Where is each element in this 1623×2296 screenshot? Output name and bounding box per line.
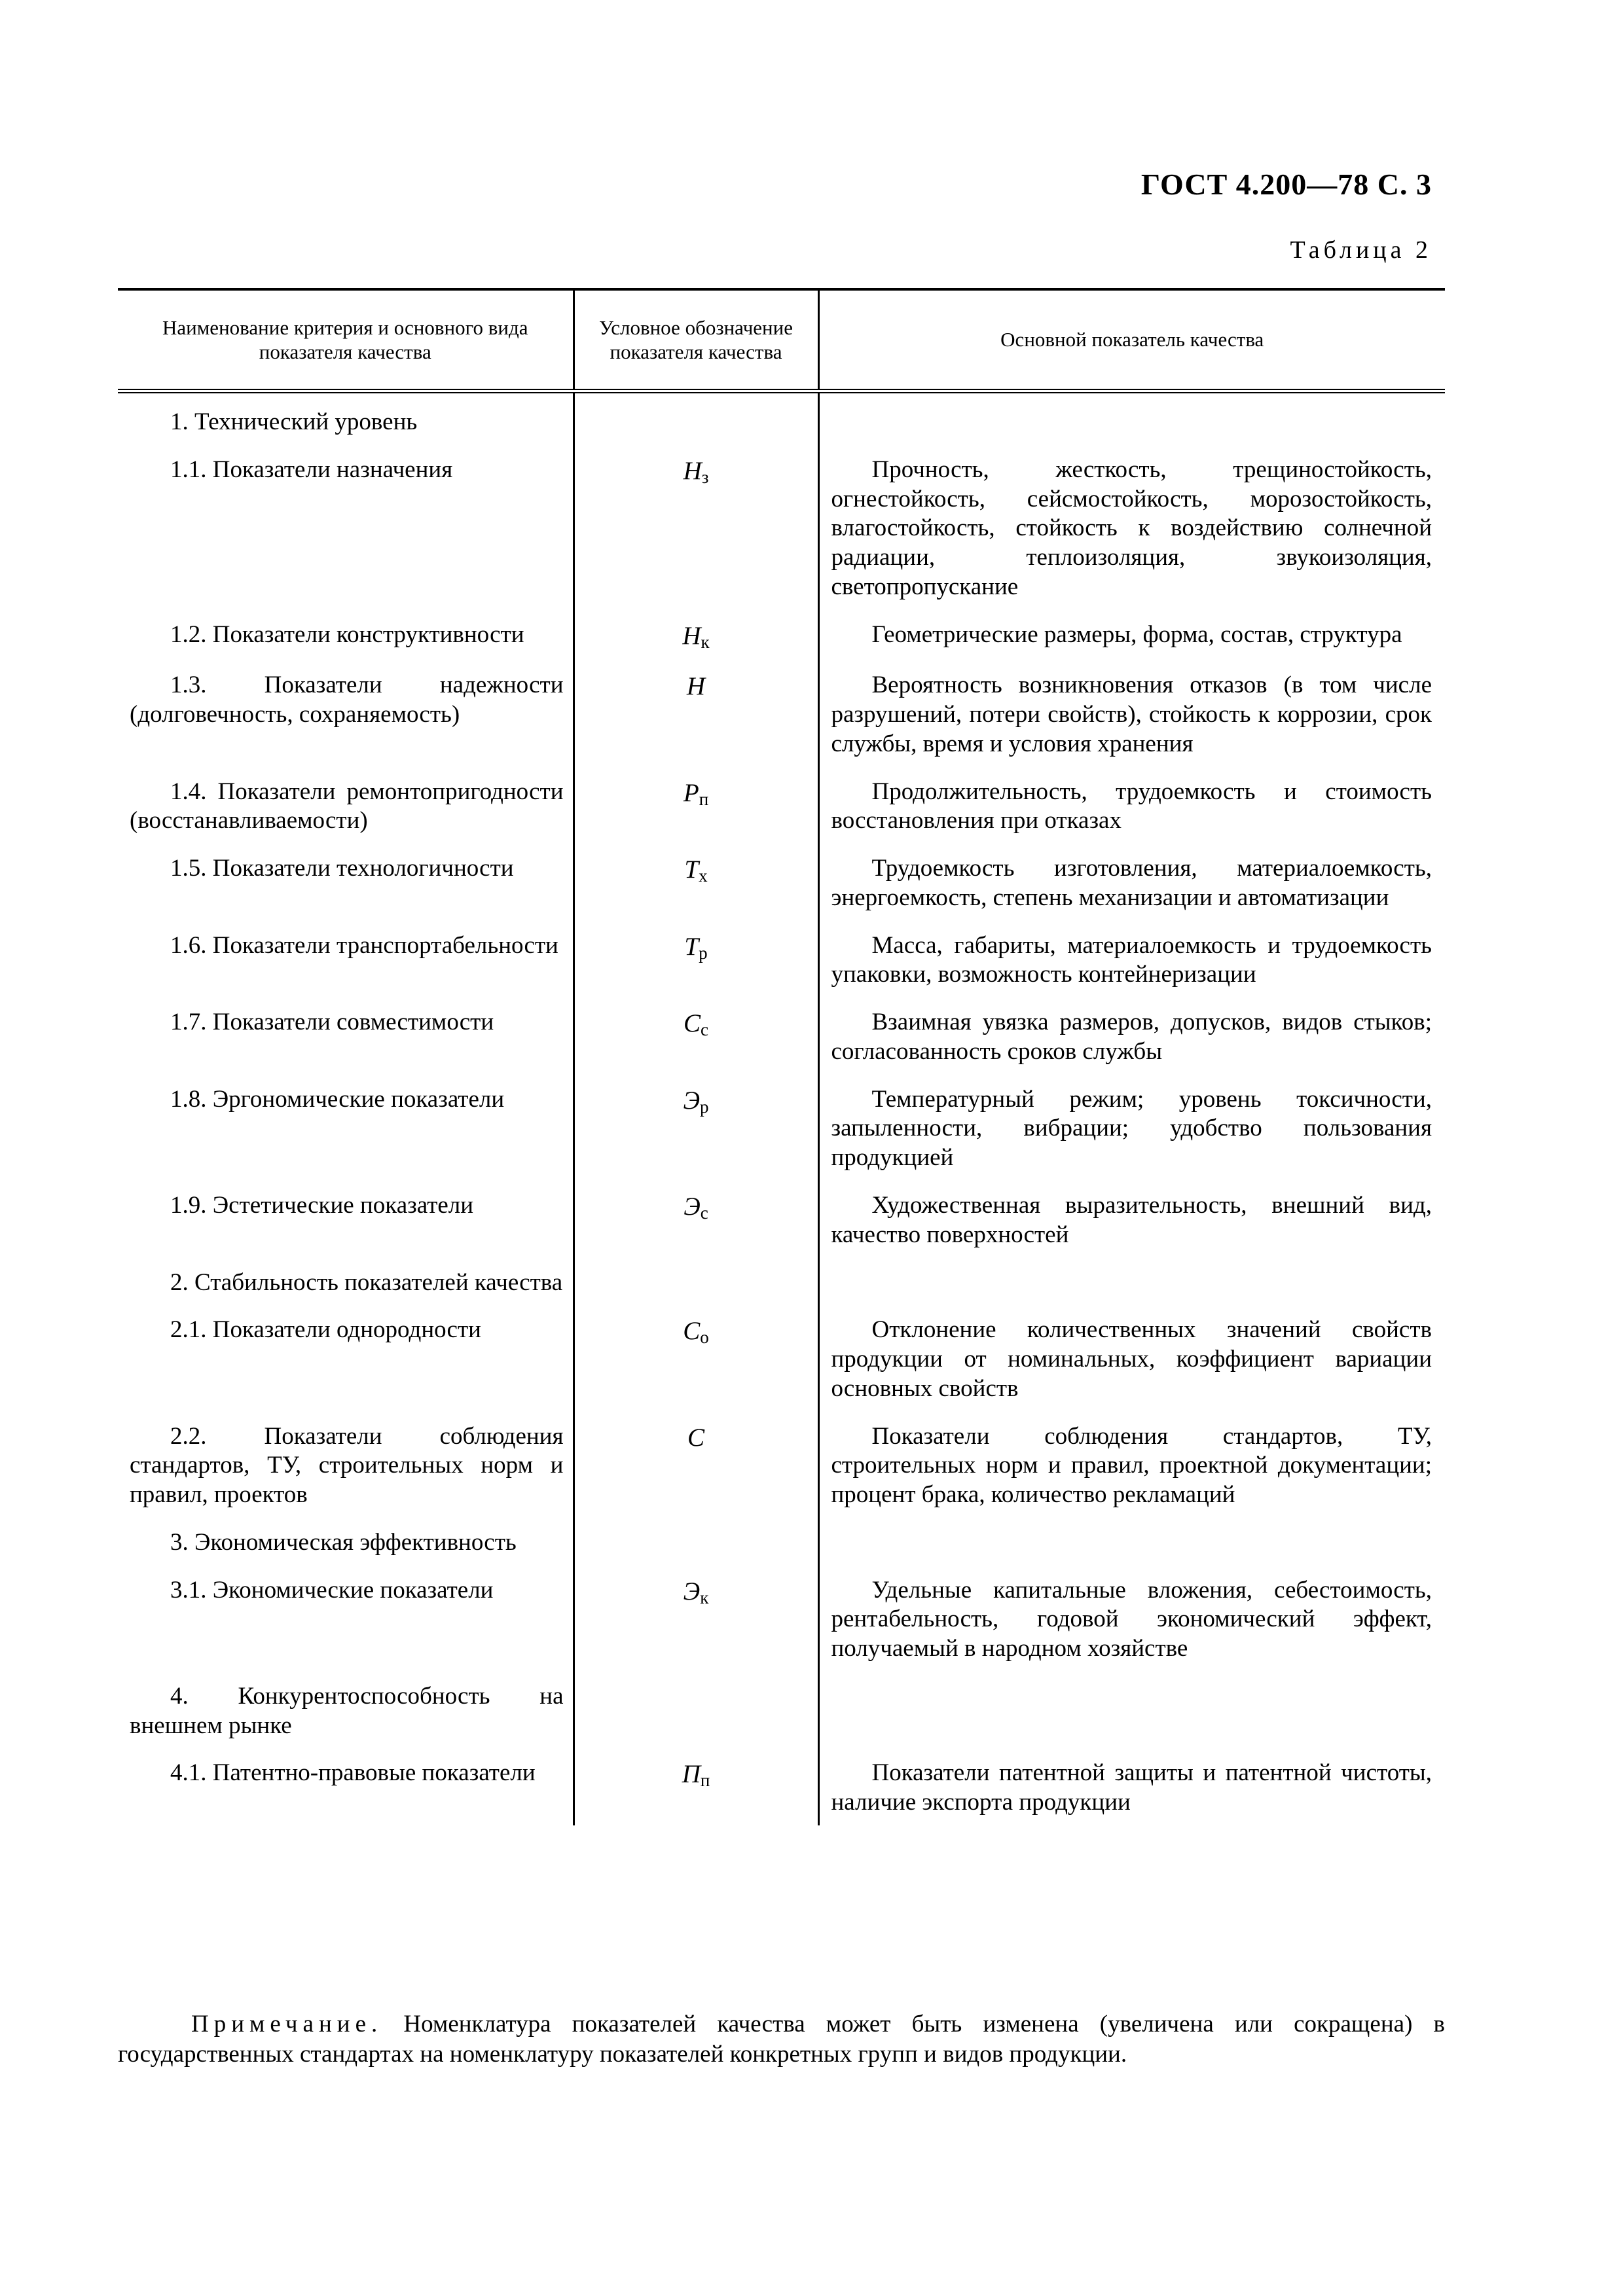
symbol-cell	[574, 391, 818, 437]
symbol-subscript: к	[700, 1587, 709, 1607]
table-row	[118, 913, 1445, 990]
criterion-cell	[118, 759, 574, 836]
table-header-row	[118, 289, 1445, 391]
quality-indicators-table	[118, 288, 1445, 1825]
symbol-cell	[574, 1404, 818, 1510]
criterion-cell	[118, 990, 574, 1067]
note-label: Примечание.	[191, 2011, 383, 2037]
column-header-symbol: Условное обозначение показателя качества	[574, 289, 818, 391]
criterion-cell	[118, 1558, 574, 1664]
criterion-text: 4.1. Патентно-правовые показатели	[170, 1759, 536, 1787]
criterion-text: 1.4. Показатели ремонтопригодности (восстанавливаемости)	[130, 778, 564, 834]
criterion-cell	[118, 1404, 574, 1510]
criterion-text: 1.6. Показатели транспортабельности	[170, 931, 558, 959]
criterion-cell	[118, 1297, 574, 1403]
symbol-letter: С	[683, 1317, 701, 1346]
symbol-subscript: з	[701, 467, 709, 487]
table-row	[118, 1664, 1445, 1741]
criterion-text: 1.9. Эстетические показатели	[170, 1191, 474, 1219]
column-header-criterion: Наименование критерия и основного вида показателя качества	[118, 289, 574, 391]
table-row	[118, 391, 1445, 437]
criterion-text: 1.8. Эргономические показатели	[170, 1085, 505, 1113]
symbol-cell	[574, 913, 818, 990]
symbol-cell	[574, 759, 818, 836]
table-row	[118, 602, 1445, 653]
table-row	[118, 836, 1445, 913]
symbol-cell	[574, 437, 818, 602]
symbol-letter: Т	[684, 855, 699, 884]
table-row	[118, 1297, 1445, 1403]
criterion-cell	[118, 1173, 574, 1250]
criterion-text: 1.3. Показатели надежности (долговечность, сохраняемость)	[130, 672, 564, 728]
table-row	[118, 1404, 1445, 1510]
indicator-cell	[818, 391, 1445, 437]
symbol-letter: Т	[684, 932, 699, 961]
criterion-text: 1. Технический уровень	[170, 408, 418, 435]
criterion-cell	[118, 602, 574, 653]
symbol-subscript: х	[699, 866, 708, 886]
criterion-cell	[118, 1664, 574, 1741]
criterion-text: 4. Конкурентоспособность на внешнем рынке	[130, 1682, 564, 1739]
symbol-letter: Н	[683, 456, 702, 485]
symbol-cell	[574, 1510, 818, 1558]
symbol-subscript: к	[701, 632, 710, 652]
criterion-text: 1.2. Показатели конструктивности	[170, 620, 524, 648]
column-header-indicator: Основной показатель качества	[818, 289, 1445, 391]
indicator-cell: Отклонение количественных значений свойств продукции от номинальных, коэффициент вариации основных свойств	[818, 1297, 1445, 1403]
symbol-subscript: р	[700, 1096, 709, 1117]
criterion-cell	[118, 1250, 574, 1298]
symbol-letter: Н	[686, 672, 706, 701]
indicator-cell	[818, 1510, 1445, 1558]
symbol-subscript: о	[700, 1327, 709, 1348]
criterion-text: 2. Стабильность показателей качества	[170, 1268, 563, 1296]
page-header-code: ГОСТ 4.200—78 С. 3	[1140, 168, 1432, 201]
criterion-cell	[118, 1067, 574, 1173]
table-row	[118, 653, 1445, 759]
symbol-cell	[574, 1250, 818, 1298]
table-row	[118, 1250, 1445, 1298]
symbol-cell	[574, 1558, 818, 1664]
criterion-text: 2.2. Показатели соблюдения стандартов, ТУ, строительных норм и правил, проектов	[130, 1422, 564, 1509]
criterion-text: 1.1. Показатели назначения	[170, 456, 453, 483]
table-row	[118, 1510, 1445, 1558]
table-row	[118, 990, 1445, 1067]
indicator-cell: Прочность, жесткость, трещиностойкость, огнестойкость, сейсмостойкость, морозостойкость, влагостойкость, стойкость к воздействию солнечной радиации, теплоизоляция, звукоизоляция, светопропускание	[818, 437, 1445, 602]
indicator-cell: Удельные капитальные вложения, себестоимость, рентабельность, годовой экономический эффект, получаемый в народном хозяйстве	[818, 1558, 1445, 1664]
criterion-cell	[118, 653, 574, 759]
symbol-letter: Н	[682, 621, 701, 650]
symbol-cell	[574, 653, 818, 759]
criterion-text: 1.7. Показатели совместимости	[170, 1009, 494, 1036]
criterion-text: 3.1. Экономические показатели	[170, 1576, 494, 1604]
symbol-cell	[574, 602, 818, 653]
note-text: Номенклатура показателей качества может быть изменена (увеличена или сокращена) в государственных стандартах на номенклатуру показателей конкретных групп и видов продукции.	[118, 2011, 1446, 2068]
indicator-cell: Трудоемкость изготовления, материалоемкость, энергоемкость, степень механизации и автоматизации	[818, 836, 1445, 913]
table-row	[118, 1173, 1445, 1250]
symbol-cell	[574, 1067, 818, 1173]
table-row	[118, 759, 1445, 836]
symbol-cell	[574, 1297, 818, 1403]
symbol-subscript: п	[700, 1770, 710, 1791]
symbol-subscript: с	[701, 1020, 708, 1040]
criterion-cell	[118, 836, 574, 913]
table-row	[118, 1558, 1445, 1664]
symbol-letter: С	[684, 1009, 701, 1038]
criterion-cell	[118, 391, 574, 437]
indicator-cell: Масса, габариты, материалоемкость и трудоемкость упаковки, возможность контейнеризации	[818, 913, 1445, 990]
indicator-cell: Показатели патентной защиты и патентной чистоты, наличие экспорта продукции	[818, 1740, 1445, 1825]
criterion-cell	[118, 1510, 574, 1558]
symbol-letter: Э	[684, 1192, 701, 1221]
criterion-cell	[118, 913, 574, 990]
symbol-subscript: п	[699, 789, 709, 809]
symbol-letter: Р	[683, 778, 699, 807]
symbol-subscript: р	[699, 942, 708, 963]
indicator-cell: Художественная выразительность, внешний вид, качество поверхностей	[818, 1173, 1445, 1250]
criterion-text: 2.1. Показатели однородности	[170, 1316, 481, 1344]
symbol-subscript: с	[700, 1202, 708, 1223]
table-row	[118, 1740, 1445, 1825]
criterion-text: 3. Экономическая эффективность	[170, 1528, 517, 1556]
symbol-letter: Э	[683, 1577, 701, 1605]
indicator-cell: Геометрические размеры, форма, состав, структура	[818, 602, 1445, 653]
criterion-cell	[118, 437, 574, 602]
symbol-letter: Э	[683, 1086, 701, 1115]
criterion-text: 1.5. Показатели технологичности	[170, 855, 514, 882]
symbol-cell	[574, 836, 818, 913]
table-row	[118, 437, 1445, 602]
criterion-cell	[118, 1740, 574, 1825]
indicator-cell: Взаимная увязка размеров, допусков, видов стыков; согласованность сроков службы	[818, 990, 1445, 1067]
symbol-cell	[574, 1664, 818, 1741]
symbol-letter: П	[682, 1760, 701, 1789]
table-row	[118, 1067, 1445, 1173]
table-caption: Таблица 2	[1290, 236, 1432, 264]
indicator-cell	[818, 1664, 1445, 1741]
table-body	[118, 391, 1445, 1825]
indicator-cell: Вероятность возникновения отказов (в том числе разрушений, потери свойств), стойкость к коррозии, срок службы, время и условия хранения	[818, 653, 1445, 759]
indicator-cell: Температурный режим; уровень токсичности, запыленности, вибрации; удобство пользования продукцией	[818, 1067, 1445, 1173]
indicator-cell: Показатели соблюдения стандартов, ТУ, строительных норм и правил, проектной документации; процент брака, количество рекламаций	[818, 1404, 1445, 1510]
symbol-cell	[574, 990, 818, 1067]
symbol-cell	[574, 1173, 818, 1250]
indicator-cell: Продолжительность, трудоемкость и стоимость восстановления при отказах	[818, 759, 1445, 836]
indicator-cell	[818, 1250, 1445, 1298]
symbol-letter: С	[687, 1423, 704, 1452]
footnote	[118, 2009, 1445, 2070]
symbol-cell	[574, 1740, 818, 1825]
